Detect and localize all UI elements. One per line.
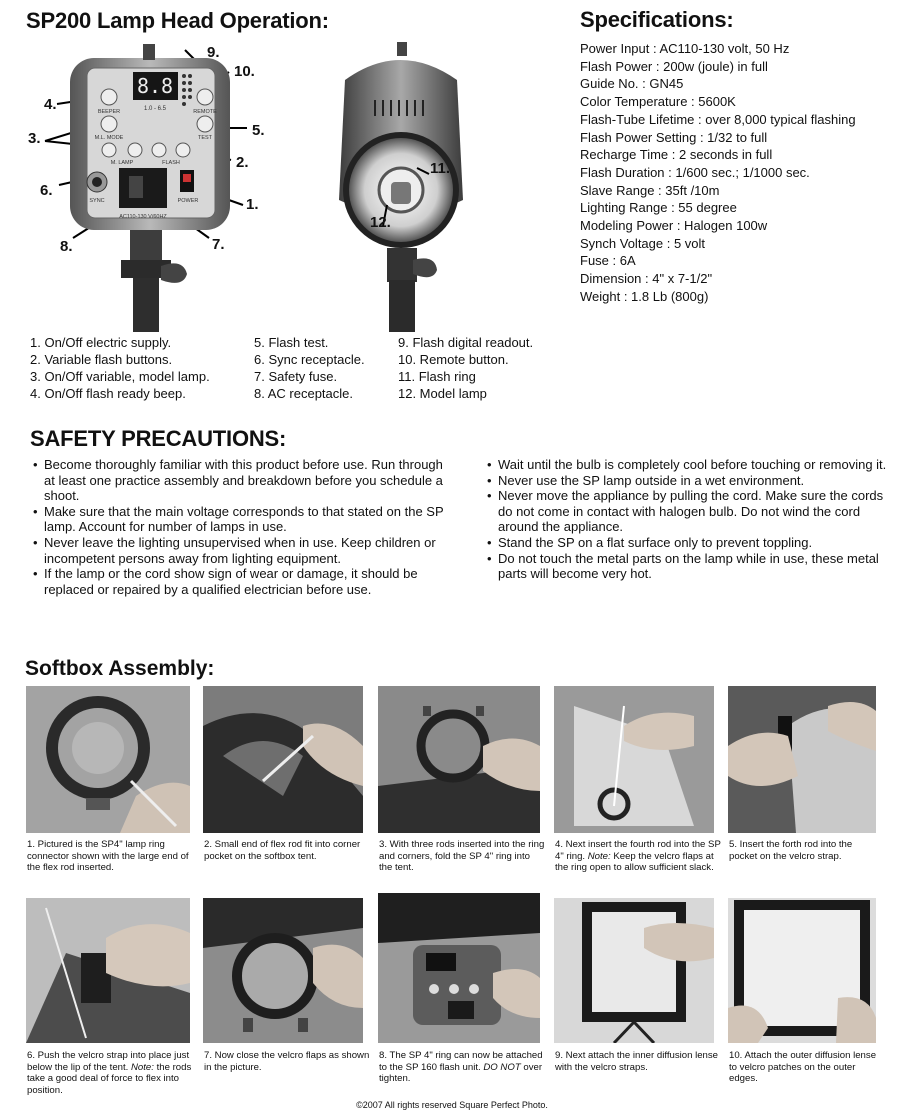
spec-recharge-time: Recharge Time : 2 seconds in full — [580, 147, 773, 163]
safety-item: • Do not touch the metal parts on the lamp while in use, these metal parts will become very hot. — [484, 551, 889, 582]
callout-1: 1. — [246, 196, 259, 213]
step-8-photo — [378, 893, 540, 1043]
spec-flash-power: Flash Power : 200w (joule) in full — [580, 58, 768, 74]
step-9-photo — [554, 898, 714, 1043]
spec-slave-range: Slave Range : 35ft /10m — [580, 182, 720, 198]
step-6-caption: 6. Push the velcro strap into place just below the lip of the tent. Note: the rods take a good deal of force to flex into position. — [27, 1050, 192, 1096]
spec-lighting-range: Lighting Range : 55 degree — [580, 200, 737, 216]
callout-7: 7. — [212, 236, 225, 253]
callout-10: 10. — [234, 63, 255, 80]
safety-left-column — [30, 457, 450, 597]
step-1-photo — [26, 686, 190, 833]
part-item: 8. AC receptacle. — [254, 386, 353, 401]
step-4-caption: 4. Next insert the fourth rod into the SP 4" ring. Note: Keep the velcro flaps at the ring open to allow sufficient slack. — [555, 839, 721, 873]
spec-fuse: Fuse : 6A — [580, 253, 636, 269]
safety-item: • Stand the SP on a flat surface only to prevent toppling. — [484, 535, 889, 551]
callout-6: 6. — [40, 182, 53, 199]
specifications-title: Specifications: — [580, 7, 734, 32]
callout-9: 9. — [207, 44, 220, 61]
spec-flash-tube-lifetime: Flash-Tube Lifetime : over 8,000 typical flashing — [580, 111, 856, 127]
step-7-caption: 7. Now close the velcro flaps as shown in the picture. — [204, 1050, 370, 1073]
safety-item: • Wait until the bulb is completely cool before touching or removing it. — [484, 457, 889, 473]
panel-remote-label: REMOTE — [193, 109, 217, 115]
copyright-footer: ©2007 All rights reserved Square Perfect Photo. — [356, 1100, 548, 1110]
step-6-photo — [26, 898, 190, 1043]
part-item: 3. On/Off variable, model lamp. — [30, 369, 210, 384]
lamp-front-illustration — [325, 40, 475, 335]
parts-column-1 — [30, 334, 250, 402]
part-item: 1. On/Off electric supply. — [30, 335, 172, 350]
specifications-list — [580, 40, 900, 306]
spec-dimension: Dimension : 4" x 7-1/2" — [580, 271, 713, 287]
part-item: 12. Model lamp — [398, 386, 487, 401]
safety-item: • Never move the appliance by pulling the cord. Make sure the cords do not come in contact with halogen bulb. Do not wind the cord around the appliance. — [484, 488, 889, 535]
panel-test-label: TEST — [197, 135, 213, 141]
step-3-photo — [378, 686, 540, 833]
softbox-title: Softbox Assembly: — [25, 657, 215, 680]
step-4-photo — [554, 686, 714, 833]
panel-power-label: POWER — [177, 198, 199, 204]
safety-item: • Never leave the lighting unsupervised when in use. Keep children or incompetent persons away from lighting equipment. — [30, 535, 450, 566]
panel-ac-label: AC110-130 V/60HZ — [119, 214, 167, 220]
parts-column-3 — [398, 334, 568, 402]
part-item: 4. On/Off flash ready beep. — [30, 386, 186, 401]
step-1-caption: 1. Pictured is the SP4" lamp ring connector shown with the large end of the flex rod inserted. — [27, 839, 189, 873]
spec-color-temperature: Color Temperature : 5600K — [580, 94, 736, 110]
safety-item: • If the lamp or the cord show sign of wear or damage, it should be replaced or repaired by a qualified electrician before use. — [30, 566, 450, 597]
panel-m-lamp-label: M. LAMP — [110, 160, 134, 166]
callout-2: 2. — [236, 154, 249, 171]
spec-weight: Weight : 1.8 Lb (800g) — [580, 288, 709, 304]
callout-8: 8. — [60, 238, 73, 255]
step-10-photo — [728, 898, 876, 1043]
spec-guide-no: Guide No. : GN45 — [580, 76, 684, 92]
panel-range: 1.0 - 6.5 — [143, 106, 167, 112]
safety-right-column — [484, 457, 889, 582]
panel-sync-label: SYNC — [89, 198, 105, 204]
safety-item: • Never use the SP lamp outside in a wet environment. — [484, 473, 889, 489]
spec-power-input: Power Input : AC110-130 volt, 50 Hz — [580, 41, 790, 56]
part-item: 10. Remote button. — [398, 352, 509, 367]
spec-flash-power-setting: Flash Power Setting : 1/32 to full — [580, 129, 768, 145]
part-item: 6. Sync receptacle. — [254, 352, 365, 367]
step-10-caption: 10. Attach the outer diffusion lense to velcro patches on the outer edges. — [729, 1050, 877, 1084]
part-item: 5. Flash test. — [254, 335, 329, 350]
step-5-caption: 5. Insert the forth rod into the pocket on the velcro strap. — [729, 839, 853, 862]
step-2-caption: 2. Small end of flex rod fit into corner pocket on the softbox tent. — [204, 839, 361, 862]
callout-4: 4. — [44, 96, 57, 113]
step-2-photo — [203, 686, 363, 833]
lamp-back-panel-illustration — [25, 40, 275, 335]
step-3-caption: 3. With three rods inserted into the ring and corners, fold the SP 4" ring into the tent. — [379, 839, 545, 873]
panel-flash-label: FLASH — [162, 160, 180, 166]
panel-display: 8.8 — [136, 74, 174, 98]
panel-beeper-label: BEEPER — [97, 109, 121, 115]
safety-item: • Make sure that the main voltage corresponds to that stated on the SP lamp. Account for number of lamps in use. — [30, 504, 450, 535]
operation-title: SP200 Lamp Head Operation: — [26, 8, 329, 33]
step-5-photo — [728, 686, 876, 833]
step-9-caption: 9. Next attach the inner diffusion lense with the velcro straps. — [555, 1050, 719, 1073]
panel-ml-mode-label: M.L. MODE — [94, 135, 124, 141]
part-item: 11. Flash ring — [398, 369, 476, 384]
parts-column-2 — [254, 334, 399, 402]
part-item: 7. Safety fuse. — [254, 369, 338, 384]
step-8-caption: 8. The SP 4" ring can now be attached to the SP 160 flash unit. DO NOT over tighten. — [379, 1050, 543, 1084]
spec-synch-voltage: Synch Voltage : 5 volt — [580, 235, 706, 251]
safety-title: SAFETY PRECAUTIONS: — [30, 426, 287, 451]
callout-12: 12. — [370, 214, 391, 231]
callout-3: 3. — [28, 130, 41, 147]
step-7-photo — [203, 898, 363, 1043]
part-item: 9. Flash digital readout. — [398, 335, 534, 350]
safety-item: • Become thoroughly familiar with this product before use. Run through at least one practice assembly and breakdown before you schedule a shoot. — [30, 457, 450, 504]
spec-modeling-power: Modeling Power : Halogen 100w — [580, 218, 768, 234]
part-item: 2. Variable flash buttons. — [30, 352, 173, 367]
callout-5: 5. — [252, 122, 265, 139]
spec-flash-duration: Flash Duration : 1/600 sec.; 1/1000 sec. — [580, 164, 810, 180]
callout-11: 11. — [430, 160, 451, 177]
